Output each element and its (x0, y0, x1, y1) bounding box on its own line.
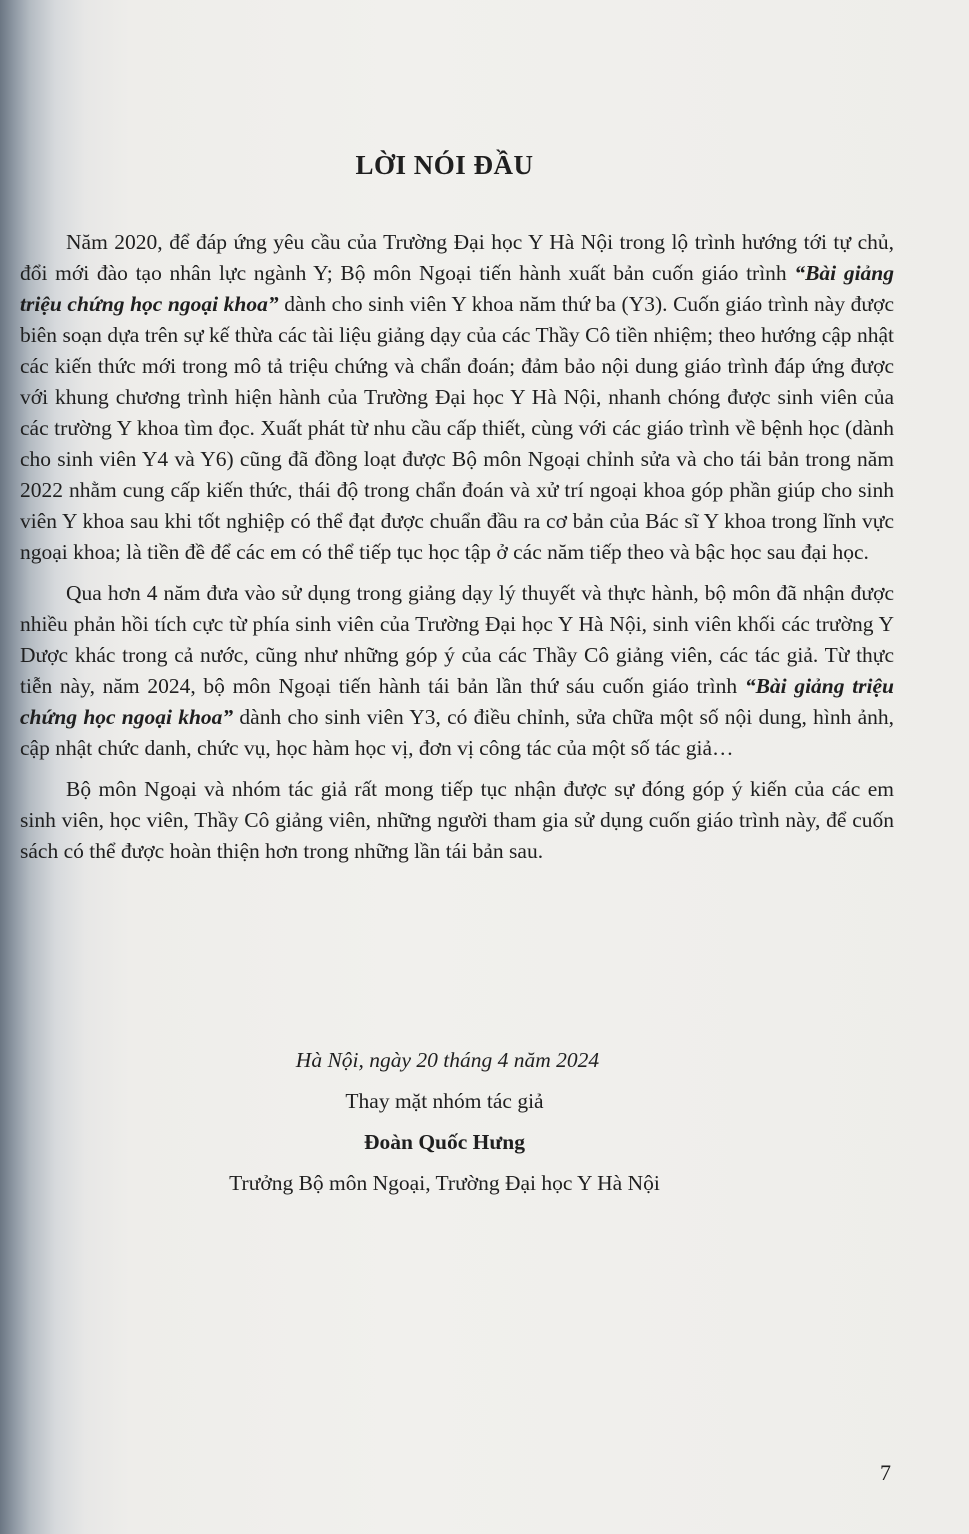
book-title-quote: “Bài giảng triệu chứng học ngoại khoa” (20, 261, 894, 316)
paragraph-1-text-b: dành cho sinh viên Y khoa năm thứ ba (Y3). Cuốn giáo trình này được biên soạn dựa trên sự kế thừa các tài liệu giảng dạy của các Thầy Cô tiền nhiệm; theo hướng cập nhật các kiến thức mới trong mô tả triệu chứng và chẩn đoán; đảm bảo nội dung giáo trình đáp ứng được với khung chương trình hiện hành của Trường Đại học Y Hà Nội, nhanh chóng được sinh viên của các trường Y khoa tìm đọc. Xuất phát từ nhu cầu cấp thiết, cùng với các giáo trình về bệnh học (dành cho sinh viên Y4 và Y6) cũng đã đồng loạt được Bộ môn Ngoại chỉnh sửa và cho tái bản trong năm 2022 nhằm cung cấp kiến thức, thái độ trong chẩn đoán và xử trí ngoại khoa góp phần giúp cho sinh viên Y khoa sau khi tốt nghiệp có thể đạt được chuẩn đầu ra cơ bản của Bác sĩ Y khoa trong lĩnh vực ngoại khoa; là tiền đề để các em có thể tiếp tục học tập ở các năm tiếp theo và bậc học sau đại học. (20, 292, 894, 564)
paragraph-1 (20, 227, 894, 568)
paragraph-3-text-a: Bộ môn Ngoại và nhóm tác giả rất mong tiếp tục nhận được sự đóng góp ý kiến của các em sinh viên, học viên, Thầy Cô giảng viên, những người tham gia sử dụng cuốn giáo trình này, để cuốn sách có thể được hoàn thiện hơn trong những lần tái bản sau. (20, 777, 894, 863)
page-title: LỜI NÓI ĐẦU (355, 150, 534, 180)
paragraph-2-text-b: dành cho sinh viên Y3, có điều chỉnh, sửa chữa một số nội dung, hình ảnh, cập nhật chức danh, chức vụ, học hàm học vị, đơn vị công tác của một số tác giả… (20, 705, 894, 760)
paragraph-1-text-a: Năm 2020, để đáp ứng yêu cầu của Trường Đại học Y Hà Nội trong lộ trình hướng tới tự chủ, đổi mới đào tạo nhân lực ngành Y; Bộ môn Ngoại tiến hành xuất bản cuốn giáo trình (20, 230, 894, 285)
author-position: Trưởng Bộ môn Ngoại, Trường Đại học Y Hà Nội (229, 1171, 660, 1195)
author-name: Đoàn Quốc Hưng (363, 1130, 526, 1154)
signature-block (0, 1040, 889, 1204)
preface-body (20, 227, 894, 877)
paragraph-2 (20, 578, 894, 764)
on-behalf-line: Thay mặt nhóm tác giả (345, 1089, 544, 1113)
paragraph-2-text-a: Qua hơn 4 năm đưa vào sử dụng trong giảng dạy lý thuyết và thực hành, bộ môn đã nhận được nhiều phản hồi tích cực từ phía sinh viên của Trường Đại học Y Hà Nội, sinh viên khối các trường Y Dược khác trong cả nước, cũng như những góp ý của các Thầy Cô giảng viên, các tác giả. Từ thực tiễn này, năm 2024, bộ môn Ngoại tiến hành tái bản lần thứ sáu cuốn giáo trình (20, 581, 894, 698)
book-title-quote: “Bài giảng triệu chứng học ngoại khoa” (20, 674, 895, 729)
place-date: Hà Nội, ngày 20 tháng 4 năm 2024 (295, 1048, 600, 1072)
paragraph-3 (20, 774, 894, 867)
page-number: 7 (880, 1460, 891, 1485)
